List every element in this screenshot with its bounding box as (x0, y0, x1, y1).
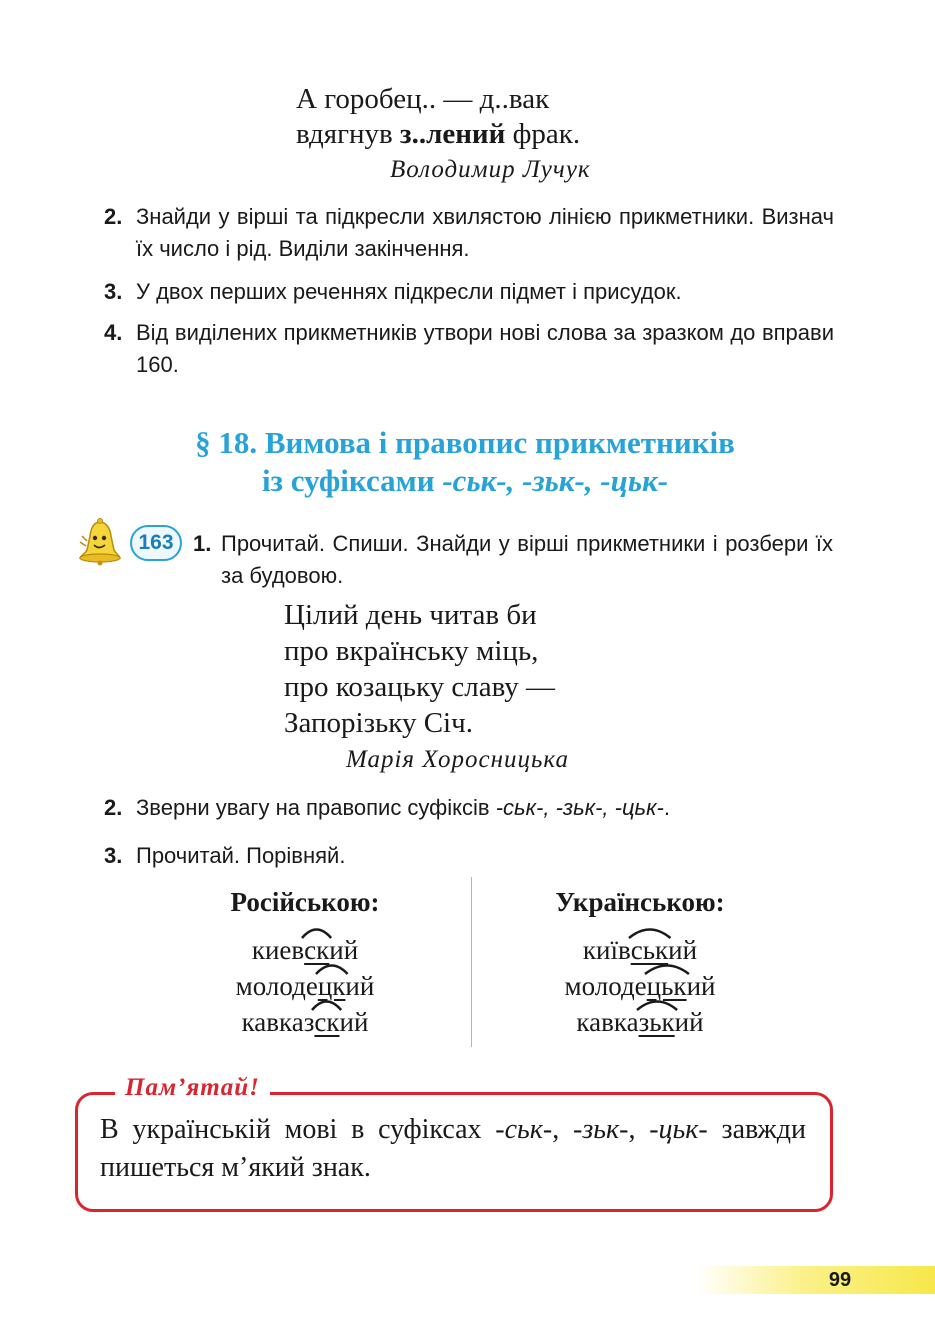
task-number: 3. (104, 279, 123, 304)
word-ending: ий (674, 1007, 704, 1037)
task-number: 2. (104, 204, 123, 229)
task-text (136, 792, 834, 824)
poem-bold-word: з..лений (399, 118, 506, 150)
task-text-part: Зверни увагу на правопис суфіксів (136, 795, 496, 820)
poem-text: фрак. (505, 118, 581, 150)
task-item (104, 201, 834, 265)
russian-column (155, 884, 455, 1040)
poem-top (296, 82, 580, 152)
suffix-text: ськ (630, 935, 669, 965)
suffix-text: цьк (646, 971, 687, 1001)
task-number: 2. (104, 795, 123, 820)
exercise-task-1 (193, 528, 833, 592)
word-ending: ий (668, 935, 698, 965)
suffix-arc-icon (316, 963, 348, 975)
rule-text: завжди пишеться м’який знак. (100, 1114, 806, 1183)
suffix-arc-icon (312, 999, 341, 1011)
poem-author: Володимир Лучук (390, 156, 591, 183)
task-number: 1. (193, 531, 212, 556)
task-text: Знайди у вірші та підкресли хвилястою лінією прикметники. Визнач їх число і рід. Виділи закінчення. (136, 204, 834, 261)
poem-exercise (284, 597, 555, 741)
bell-icon (76, 518, 122, 566)
word-stem: молоде (235, 971, 318, 1001)
word-row (155, 932, 455, 968)
rule-suffix: -ськ- (495, 1114, 553, 1145)
suffix-text: цк (317, 971, 346, 1001)
word-ending: ий (686, 971, 716, 1001)
word-ending: ий (329, 935, 359, 965)
word-row (490, 1004, 790, 1040)
word-row (155, 1004, 455, 1040)
remember-title: Пам’ятай! (115, 1074, 270, 1102)
poem-line: про козацьку славу — (284, 671, 556, 703)
word-ending: ий (339, 1007, 369, 1037)
page-number-bar (696, 1266, 935, 1294)
column-divider (471, 877, 472, 1047)
exercise-task-3 (104, 840, 834, 872)
task-text: Прочитай. Спиши. Знайди у вірші прикметники і розбери їх за будовою. (221, 531, 833, 588)
suffix-mark (304, 935, 329, 965)
suffix-text: ск (314, 1007, 340, 1037)
exercise-task-2 (104, 792, 834, 824)
word-stem: кавказ (241, 1007, 315, 1037)
word-ending: ий (345, 971, 375, 1001)
rule-separator: , (552, 1114, 574, 1145)
task-number: 3. (104, 843, 123, 868)
section-title-line1: § 18. Вимова і правопис прикметників (195, 425, 735, 460)
task-text: Прочитай. Порівняй. (136, 843, 346, 868)
poem-text: вдягнув (296, 118, 400, 150)
rule-suffix: -зьк- (573, 1114, 629, 1145)
poem-line: Запорізьку Січ. (284, 707, 473, 739)
suffix-mark (639, 1007, 675, 1037)
word-stem: київ (582, 935, 631, 965)
suffix-text: ск (304, 935, 330, 965)
section-title-text: із суфіксами (261, 463, 443, 498)
rule-text: В українській мові в суфіксах (100, 1114, 496, 1145)
suffix-arc-icon (302, 927, 331, 939)
suffix-mark (314, 1007, 339, 1037)
suffix-arc-icon (637, 999, 677, 1011)
task-item (104, 317, 834, 381)
word-row (490, 932, 790, 968)
section-title-suffixes: -ськ-, -зьк-, -цьк- (442, 463, 669, 498)
section-heading (80, 424, 850, 500)
suffix-arc-icon (645, 963, 689, 975)
section-title-line2 (80, 462, 850, 500)
poem-line: Цілий день читав би (284, 599, 537, 631)
word-stem: кавка (576, 1007, 639, 1037)
ukrainian-column (490, 884, 790, 1040)
suffix-mark (647, 971, 687, 1001)
exercise-number-badge: 163 (130, 525, 182, 561)
task-number: 4. (104, 320, 123, 345)
task-text: Від виділених прикметників утвори нові слова за зразком до вправи 160. (136, 320, 834, 377)
column-heading: Російською: (230, 887, 380, 917)
rule-suffix: -цьк- (649, 1114, 708, 1145)
poem-line: А горобец.. — д..вак (296, 83, 550, 115)
task-suffixes: -ськ-, -зьк-, -цьк- (495, 795, 664, 820)
suffix-mark (318, 971, 346, 1001)
word-stem: молоде (564, 971, 647, 1001)
remember-text (100, 1111, 806, 1187)
poem-line (296, 117, 580, 152)
task-text-part: . (663, 795, 670, 820)
suffix-mark (631, 935, 668, 965)
page-number: 99 (828, 1269, 852, 1291)
suffix-arc-icon (629, 927, 670, 939)
column-heading: Українською: (555, 887, 725, 917)
rule-separator: , (628, 1114, 650, 1145)
poem-line: про вкраїнську міць, (284, 635, 539, 667)
word-stem: киев (251, 935, 305, 965)
task-item (104, 276, 834, 308)
poem-author: Марія Хоросницька (346, 746, 570, 773)
task-text: У двох перших реченнях підкресли підмет і присудок. (136, 279, 682, 304)
suffix-text: зьк (638, 1007, 675, 1037)
word-row (155, 968, 455, 1004)
